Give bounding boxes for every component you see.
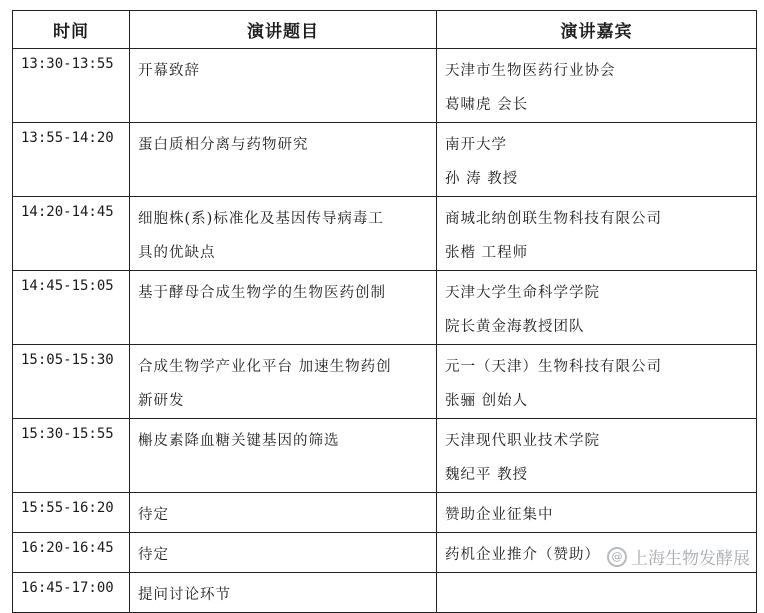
table-row (13, 345, 757, 419)
speaker-cell (437, 123, 757, 197)
speaker-line: 院长黄金海教授团队 (445, 319, 585, 335)
time-text: 14:45-15:05 (21, 278, 114, 294)
topic-line: 细胞株(系)标准化及基因传导病毒工 (138, 211, 384, 227)
weibo-at-icon: @ (607, 547, 627, 567)
agenda-table (12, 10, 757, 613)
table-row (13, 573, 757, 613)
time-cell (13, 573, 130, 613)
speaker-cell (437, 573, 757, 613)
topic-line: 待定 (138, 547, 169, 563)
topic-line: 合成生物学产业化平台 加速生物药创 (138, 359, 392, 375)
speaker-line: 葛啸虎 会长 (445, 97, 529, 113)
table-row (13, 123, 757, 197)
speaker-line: 南开大学 (445, 137, 507, 153)
header-speaker: 演讲嘉宾 (437, 11, 757, 49)
watermark (607, 544, 750, 569)
speaker-line: 赞助企业征集中 (445, 507, 554, 523)
topic-cell (130, 419, 437, 493)
topic-line: 待定 (138, 507, 169, 523)
speaker-line: 元一（天津）生物科技有限公司 (445, 359, 662, 375)
time-cell (13, 49, 130, 123)
speaker-line: 商城北纳创联生物科技有限公司 (445, 211, 662, 227)
time-cell (13, 533, 130, 573)
speaker-cell (437, 49, 757, 123)
time-cell (13, 271, 130, 345)
time-cell (13, 123, 130, 197)
table-row (13, 271, 757, 345)
topic-cell (130, 573, 437, 613)
speaker-line: 天津现代职业技术学院 (445, 433, 600, 449)
time-text: 15:30-15:55 (21, 426, 114, 442)
header-row (13, 11, 757, 49)
time-cell (13, 197, 130, 271)
time-text: 13:30-13:55 (21, 56, 114, 72)
topic-cell (130, 271, 437, 345)
topic-cell (130, 345, 437, 419)
speaker-line: 魏纪平 教授 (445, 467, 529, 483)
topic-cell (130, 49, 437, 123)
topic-line: 槲皮素降血糖关键基因的筛选 (138, 433, 340, 449)
time-text: 16:45-17:00 (21, 580, 114, 596)
time-cell (13, 419, 130, 493)
table-row (13, 493, 757, 533)
table-row (13, 49, 757, 123)
time-text: 16:20-16:45 (21, 540, 114, 556)
table-row (13, 419, 757, 493)
time-cell (13, 493, 130, 533)
watermark-text: 上海生物发酵展 (631, 549, 750, 569)
speaker-line: 张骊 创始人 (445, 393, 529, 409)
time-text: 15:05-15:30 (21, 352, 114, 368)
header-topic: 演讲题目 (130, 11, 437, 49)
topic-line: 蛋白质相分离与药物研究 (138, 137, 309, 153)
speaker-cell (437, 345, 757, 419)
speaker-cell (437, 197, 757, 271)
topic-cell (130, 533, 437, 573)
time-text: 14:20-14:45 (21, 204, 114, 220)
speaker-line: 天津市生物医药行业协会 (445, 63, 616, 79)
header-time: 时间 (13, 11, 130, 49)
speaker-line: 张楷 工程师 (445, 245, 529, 261)
topic-line: 新研发 (138, 393, 185, 409)
topic-cell (130, 197, 437, 271)
speaker-line: 药机企业推介（赞助） (445, 547, 600, 563)
speaker-cell (437, 493, 757, 533)
topic-line: 开幕致辞 (138, 63, 200, 79)
speaker-line: 天津大学生命科学学院 (445, 285, 600, 301)
topic-line: 基于酵母合成生物学的生物医药创制 (138, 285, 386, 301)
topic-line: 提问讨论环节 (138, 587, 231, 603)
topic-line: 具的优缺点 (138, 245, 216, 261)
speaker-cell (437, 419, 757, 493)
speaker-cell (437, 271, 757, 345)
time-text: 15:55-16:20 (21, 500, 114, 516)
time-cell (13, 345, 130, 419)
speaker-line: 孙 涛 教授 (445, 171, 519, 187)
topic-cell (130, 493, 437, 533)
topic-cell (130, 123, 437, 197)
time-text: 13:55-14:20 (21, 130, 114, 146)
table-row (13, 197, 757, 271)
